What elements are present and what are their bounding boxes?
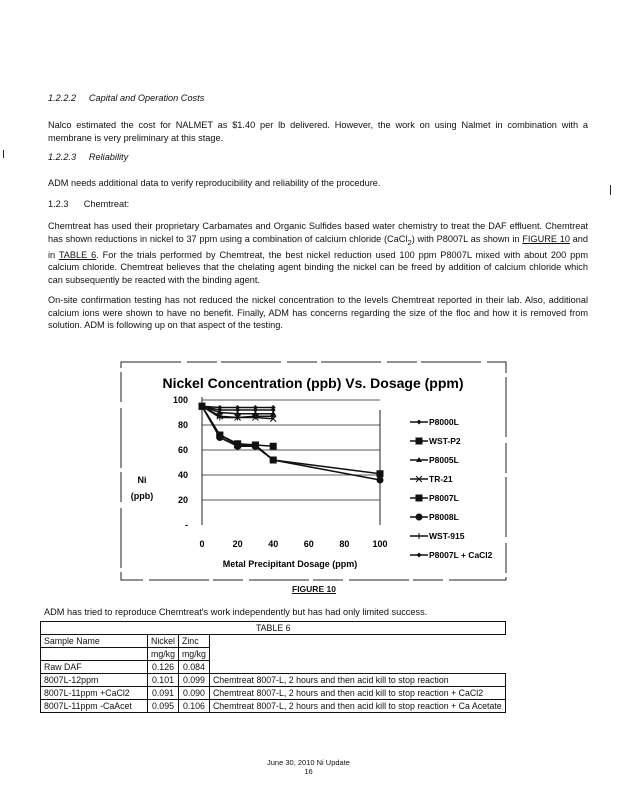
legend-marker	[416, 495, 423, 502]
unit-cell: mg/kg	[178, 648, 209, 661]
y-tick-label: 80	[177, 420, 188, 430]
section-title: Reliability	[88, 152, 129, 162]
data-point	[270, 443, 277, 450]
notes-cell	[209, 661, 506, 674]
legend-label: P8008L	[429, 512, 459, 522]
legend-label: TR-21	[429, 474, 453, 484]
data-point	[252, 443, 259, 450]
text: ) with P8007L as shown in	[411, 233, 523, 244]
nickel-chart	[118, 360, 513, 585]
footer-text: June 30, 2010 Ni Update	[267, 758, 350, 767]
y-tick-label: 40	[177, 470, 188, 480]
y-tick-label: 100	[172, 395, 188, 405]
nickel-cell: 0.126	[148, 661, 179, 674]
legend-label: WST-P2	[429, 436, 461, 446]
x-axis-label: Metal Precipitant Dosage (ppm)	[222, 559, 358, 569]
data-point	[270, 457, 277, 464]
x-tick-label: 0	[199, 539, 205, 549]
scan-artifact	[3, 150, 4, 158]
text: and in	[48, 233, 588, 260]
notes-cell: Chemtreat 8007-L, 2 hours and then acid kill to stop reaction + CaCl2	[209, 687, 506, 700]
table-row	[41, 700, 506, 713]
legend-marker	[417, 553, 422, 558]
figure-caption: FIGURE 10	[292, 584, 336, 594]
header-sample-name: Sample Name	[41, 635, 148, 648]
footer	[0, 758, 617, 776]
figure-link[interactable]: FIGURE 10	[522, 233, 570, 244]
paragraph-costs: Nalco estimated the cost for NALMET as $1.40 per lb delivered. However, the work on using Nalmet in combination with a membrane is very preliminary at this stage.	[48, 120, 588, 143]
table-row	[41, 687, 506, 700]
section-heading-1223	[48, 152, 128, 162]
y-tick-label: 60	[177, 445, 188, 455]
section-number: 1.2.2.3	[48, 152, 77, 162]
x-tick-label: 40	[268, 539, 279, 549]
section-title: Capital and Operation Costs	[88, 93, 205, 103]
zinc-cell: 0.084	[178, 661, 209, 674]
sample-name-cell: 8007L-11ppm +CaCl2	[41, 687, 148, 700]
legend-marker	[416, 514, 423, 521]
zinc-cell: 0.106	[178, 700, 209, 713]
data-point	[234, 443, 241, 450]
legend-marker	[416, 438, 423, 445]
sample-name-cell: 8007L-11ppm -CaAcet	[41, 700, 148, 713]
legend-marker	[416, 533, 422, 539]
section-number: 1.2.2.2	[48, 93, 77, 103]
paragraph-reliability: ADM needs additional data to verify reproducibility and reliability of the procedure.	[48, 178, 381, 188]
legend-marker	[417, 420, 422, 425]
y-tick-label: 20	[177, 495, 188, 505]
sample-name-cell: 8007L-12ppm	[41, 674, 148, 687]
x-tick-label: 60	[303, 539, 314, 549]
table-row	[41, 661, 506, 674]
data-point	[377, 470, 384, 477]
table-units-row	[41, 648, 506, 661]
section-title: Chemtreat:	[83, 199, 130, 209]
unit-cell: mg/kg	[148, 648, 179, 661]
paragraph-chemtreat-1	[48, 220, 588, 286]
table-caption: TABLE 6	[41, 622, 506, 635]
legend-label: WST-915	[429, 531, 465, 541]
table-header-row	[41, 635, 506, 648]
page-number: 16	[304, 767, 313, 776]
x-tick-label: 80	[339, 539, 350, 549]
y-axis-label-2: (ppb)	[130, 491, 154, 501]
header-nickel: Nickel	[148, 635, 179, 648]
table-6	[40, 621, 506, 713]
legend-label: P8007L + CaCl2	[429, 550, 493, 560]
table-row	[41, 674, 506, 687]
nickel-cell: 0.095	[148, 700, 179, 713]
data-point	[377, 477, 384, 484]
x-tick-label: 20	[232, 539, 243, 549]
zinc-cell: 0.090	[178, 687, 209, 700]
subscript: 2	[407, 237, 412, 247]
paragraph-chemtreat-2: On-site confirmation testing has not reduced the nickel concentration to the levels Chemtreat reported in their lab. Also, additional calcium ions were shown to have no benefit. Finally, ADM has concerns regarding the size of the floc and how it is removed from solution. ADM is following up on that aspect of the testing.	[48, 295, 588, 330]
nickel-cell: 0.101	[148, 674, 179, 687]
nickel-cell: 0.091	[148, 687, 179, 700]
sample-name-cell: Raw DAF	[41, 661, 148, 674]
legend-label: P8000L	[429, 417, 459, 427]
notes-cell: Chemtreat 8007-L, 2 hours and then acid kill to stop reaction + Ca Acetate	[209, 700, 506, 713]
text: . For the trials performed by Chemtreat, the best nickel reduction used 100 ppm P8007L mixed with about 200 ppm calcium chloride. Chemtreat believes that the chelating agent binding the nickel can be freed by addition of calcium chloride which can subsequently be reacted with the binding agent.	[48, 249, 588, 285]
section-heading-123	[48, 199, 129, 209]
scan-artifact	[610, 185, 611, 195]
notes-cell: Chemtreat 8007-L, 2 hours and then acid kill to stop reaction	[209, 674, 506, 687]
table-link[interactable]: TABLE 6	[58, 249, 97, 260]
table-intro: ADM has tried to reproduce Chemtreat's work independently but has had only limited success.	[44, 607, 428, 617]
zinc-cell: 0.099	[178, 674, 209, 687]
text: Chemtreat has used their proprietary Carbamates and Organic Sulfides based water chemistry to treat the DAF effluent. Chemtreat has shown reductions in nickel to 37 ppm using a combination of calcium chloride (CaCl	[48, 221, 588, 244]
legend-label: P8007L	[429, 493, 459, 503]
y-tick-label: -	[185, 520, 188, 530]
legend-label: P8005L	[429, 455, 459, 465]
x-tick-label: 100	[372, 539, 388, 549]
section-heading-1222	[48, 93, 204, 103]
section-number: 1.2.3	[48, 199, 69, 209]
data-point	[216, 434, 223, 441]
unit-cell	[41, 648, 148, 661]
chart-title: Nickel Concentration (ppb) Vs. Dosage (ppm)	[162, 375, 464, 391]
header-zinc: Zinc	[178, 635, 209, 648]
y-axis-label-1: Ni	[137, 475, 147, 485]
